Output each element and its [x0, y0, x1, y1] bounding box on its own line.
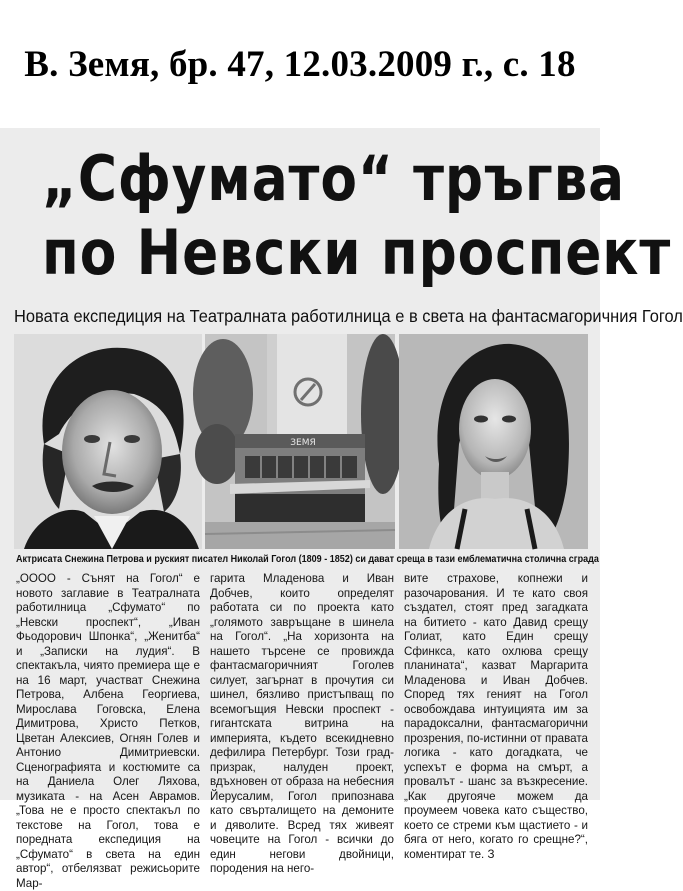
article-column-1 [16, 572, 200, 890]
building-photo [205, 334, 395, 549]
source-citation-text: В. Земя, бр. 47, 12.03.2009 г., с. 18 [24, 43, 576, 85]
actress-photo [399, 334, 588, 549]
article-paragraph: гарита Младенова и Иван Добчев, които определят работата си по проекта като „голямото завръщане в шинела на Гогол“. „На хоризонта на нашето търсене се провижда фантасмагоричният Гоголев силует, загърнат в прочутия си шинел, бязливо пристъпващ по всемогъщия Невски проспект - гигантската витрина на империята, където всекидневно дефилира Петербург. Този град-призрак, налуден проект, вдъхновен от образа на небесния Йерусалим, Гогол припознава като свърталището на демоните и дяволите. Всред тях живеят човеците на Гогол - всички до един негови двойници, породения на него- [210, 572, 394, 875]
source-citation [0, 0, 600, 128]
article-column-2 [210, 572, 394, 875]
photo-caption: Актрисата Снежина Петрова и руският писател Николай Гогол (1809 - 1852) си дават среща в тази емблематична столична сграда [16, 553, 599, 565]
article-paragraph: „ОООО - Сънят на Гогол“ е новото заглавие в Театралната работилница „Сфумато“ по „Невски проспект“, „Иван Фьодорович Шпонка“, „Женитба“ и „Записки на лудия“. В спектакъла, чиято премиера ще е на 16 март, участват Снежина Петрова, Албена Георгиева, Мирослава Гоговска, Елена Димитрова, Христо Петков, Цветан Алексиев, Огнян Голев и Антонио Димитриевски. Сценографията и костюмите са на Даниела Олег Ляхова, музиката - на Асен Аврамов. „Това не е просто спектакъл по текстове на Гогол, това е поредната експедиция на „Сфумато“ в света на един автор“, отбелязват режисьорите Мар- [16, 572, 200, 890]
article-paragraph: вите страхове, копнежи и разочарования. И те като своя създател, стоят пред загадката на битието - като Давид срещу Голиат, като Един срещу Сфинкса, като охлюва срещу планината“, казват Маргарита Младенова и Иван Добчев. Според тях геният на Гогол освобождава интуицията им за парадоксални, фантасмагорични прозрения, по-истинни от правата логика - като догадката, че успехът е форма на смърт, а провалът - шанс за възкресение. „Как другояче можем да проумеем човека като същество, което се стреми към щастието - и бяга от него, когато го срещне?“, коментират те. З [404, 572, 588, 861]
headline-line-1: „Сфумато“ тръгва [42, 142, 626, 215]
article-body [16, 572, 588, 890]
building-sign: ЗЕМЯ [290, 438, 316, 448]
article-column-3 [404, 572, 588, 861]
headline-line-2: по Невски проспект [42, 216, 672, 289]
gogol-portrait-photo [14, 334, 202, 549]
subheadline: Новата експедиция на Театралната работилница е в света на фантасмагоричния Гогол [14, 306, 683, 326]
newspaper-clipping [0, 128, 683, 890]
